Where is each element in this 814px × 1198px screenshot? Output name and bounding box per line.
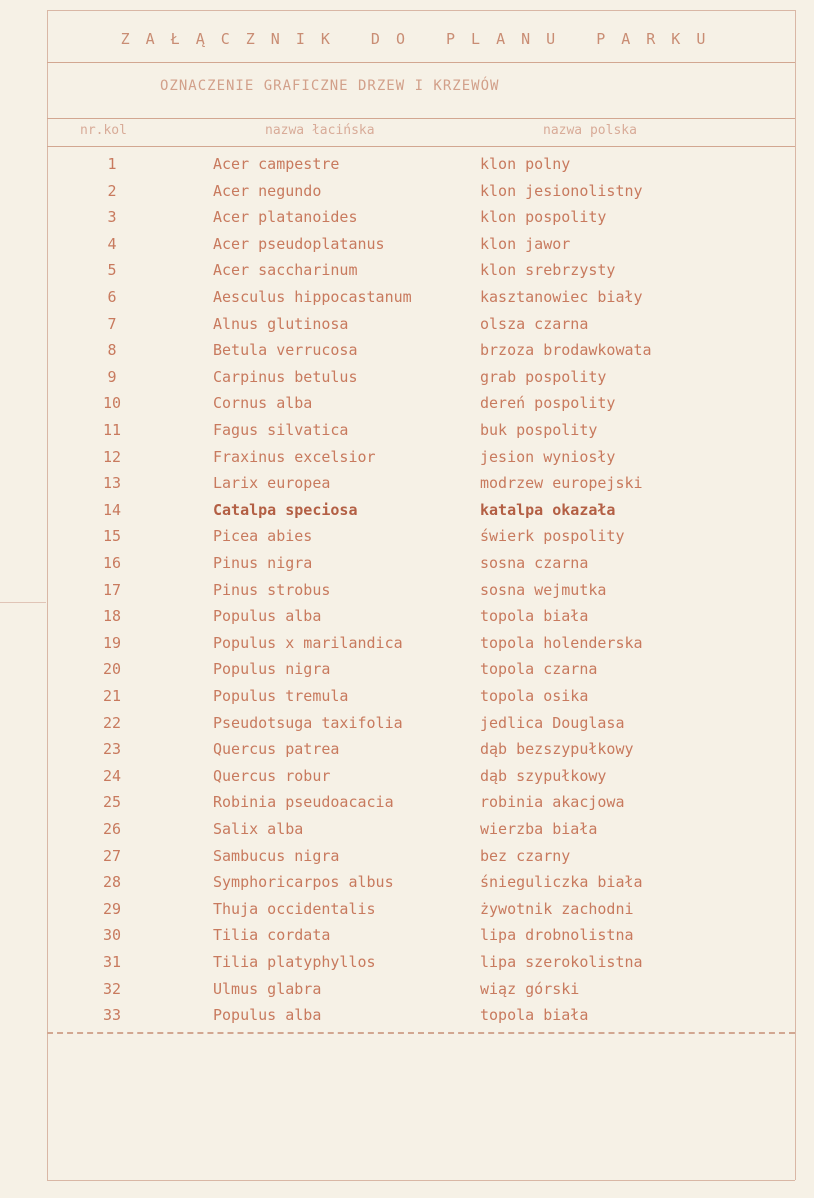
table-row (48, 634, 794, 660)
row-number: 30 (102, 926, 122, 945)
latin-name: Acer campestre (213, 155, 340, 173)
table-row (48, 554, 794, 580)
table-row (48, 1006, 794, 1032)
polish-name: klon pospolity (480, 208, 607, 227)
table-end-dashed-line (47, 1032, 795, 1034)
latin-name: Alnus glutinosa (213, 314, 349, 333)
row-number: 4 (107, 234, 117, 253)
latin-name: Symphoricarpos albus (213, 873, 394, 892)
table-row (48, 607, 794, 633)
latin-name: Pinus nigra (213, 554, 313, 572)
document-subtitle: OZNACZENIE GRAFICZNE DRZEW I KRZEWÓW (160, 78, 500, 94)
polish-name: modrzew europejski (480, 474, 643, 493)
row-number: 33 (102, 1006, 122, 1025)
latin-name: Acer platanoides (213, 208, 358, 227)
polish-name: klon jesionolistny (480, 181, 643, 200)
table-row (48, 687, 794, 713)
row-number: 21 (102, 687, 122, 705)
table-row (48, 847, 794, 873)
polish-name: robinia akacjowa (480, 793, 625, 812)
row-number: 2 (107, 181, 117, 200)
latin-name: Aesculus hippocastanum (213, 288, 412, 306)
row-number: 13 (102, 474, 122, 493)
polish-name: jesion wyniosły (480, 447, 616, 466)
polish-name: żywotnik zachodni (480, 899, 634, 918)
table-row (48, 155, 794, 181)
column-header-polish: nazwa polska (543, 123, 637, 138)
table-row (48, 900, 794, 926)
table-row (48, 980, 794, 1006)
latin-name: Catalpa speciosa (213, 500, 358, 519)
table-row (48, 448, 794, 474)
title-divider (47, 62, 795, 63)
row-number: 23 (102, 740, 122, 759)
latin-name: Populus x marilandica (213, 633, 403, 652)
column-header-number: nr.kol (80, 123, 127, 138)
row-number: 1 (107, 155, 117, 173)
latin-name: Quercus robur (213, 766, 331, 785)
latin-name: Sambucus nigra (213, 846, 340, 865)
polish-name: wiąz górski (480, 979, 580, 998)
table-row (48, 501, 794, 527)
row-number: 15 (102, 527, 122, 546)
header-divider (47, 146, 795, 147)
row-number: 5 (107, 261, 117, 280)
latin-name: Salix alba (213, 820, 304, 838)
table-row (48, 820, 794, 846)
row-number: 14 (102, 500, 122, 519)
polish-name: dereń pospolity (480, 394, 616, 413)
latin-name: Fagus silvatica (213, 421, 349, 439)
frame-right-line (795, 10, 796, 1180)
column-header-latin: nazwa łacińska (265, 123, 375, 138)
table-row (48, 660, 794, 686)
table-row (48, 527, 794, 553)
polish-name: brzoza brodawkowata (480, 341, 652, 360)
table-row (48, 341, 794, 367)
latin-name: Populus alba (213, 1006, 322, 1025)
row-number: 24 (102, 766, 122, 785)
polish-name: klon polny (480, 155, 571, 173)
polish-name: lipa drobnolistna (480, 926, 634, 945)
row-number: 12 (102, 447, 122, 466)
latin-name: Pseudotsuga taxifolia (213, 713, 403, 732)
table-row (48, 926, 794, 952)
table-row (48, 208, 794, 234)
table-row (48, 315, 794, 341)
row-number: 20 (102, 660, 122, 679)
table-row (48, 261, 794, 287)
row-number: 18 (102, 607, 122, 626)
polish-name: świerk pospolity (480, 527, 625, 546)
latin-name: Thuja occidentalis (213, 899, 376, 918)
polish-name: sosna wejmutka (480, 580, 607, 599)
polish-name: bez czarny (480, 846, 571, 865)
polish-name: topola osika (480, 687, 589, 705)
table-row (48, 873, 794, 899)
row-number: 9 (107, 367, 117, 386)
row-number: 22 (102, 713, 122, 732)
latin-name: Ulmus glabra (213, 979, 322, 998)
row-number: 26 (102, 820, 122, 838)
latin-name: Acer saccharinum (213, 261, 358, 280)
table-row (48, 368, 794, 394)
polish-name: śnieguliczka biała (480, 873, 643, 892)
row-number: 11 (102, 421, 122, 439)
row-number: 6 (107, 288, 117, 306)
table-row (48, 182, 794, 208)
latin-name: Cornus alba (213, 394, 313, 413)
frame-top-line (47, 10, 795, 11)
row-number: 17 (102, 580, 122, 599)
latin-name: Betula verrucosa (213, 341, 358, 360)
latin-name: Fraxinus excelsior (213, 447, 376, 466)
latin-name: Picea abies (213, 527, 313, 546)
latin-name: Tilia platyphyllos (213, 953, 376, 971)
latin-name: Populus nigra (213, 660, 331, 679)
latin-name: Robinia pseudoacacia (213, 793, 394, 812)
latin-name: Carpinus betulus (213, 367, 358, 386)
polish-name: sosna czarna (480, 554, 589, 572)
table-row (48, 714, 794, 740)
table-row (48, 474, 794, 500)
latin-name: Larix europea (213, 474, 331, 493)
polish-name: topola czarna (480, 660, 598, 679)
row-number: 16 (102, 554, 122, 572)
latin-name: Quercus patrea (213, 740, 340, 759)
latin-name: Tilia cordata (213, 926, 331, 945)
polish-name: dąb bezszypułkowy (480, 740, 634, 759)
table-row (48, 793, 794, 819)
polish-name: jedlica Douglasa (480, 713, 625, 732)
polish-name: kasztanowiec biały (480, 288, 643, 306)
polish-name: topola biała (480, 607, 589, 626)
row-number: 25 (102, 793, 122, 812)
polish-name: klon srebrzysty (480, 261, 616, 280)
polish-name: wierzba biała (480, 820, 598, 838)
polish-name: katalpa okazała (480, 500, 616, 519)
row-number: 7 (107, 314, 117, 333)
latin-name: Pinus strobus (213, 580, 331, 599)
polish-name: olsza czarna (480, 314, 589, 333)
table-row (48, 394, 794, 420)
row-number: 8 (107, 341, 117, 360)
table-row (48, 288, 794, 314)
polish-name: dąb szypułkowy (480, 766, 607, 785)
row-number: 32 (102, 979, 122, 998)
margin-fold-mark (0, 602, 46, 603)
frame-bottom-line (47, 1180, 795, 1181)
polish-name: topola holenderska (480, 633, 643, 652)
table-row (48, 421, 794, 447)
table-row (48, 767, 794, 793)
latin-name: Acer negundo (213, 181, 322, 200)
polish-name: topola biała (480, 1006, 589, 1025)
table-row (48, 581, 794, 607)
polish-name: klon jawor (480, 234, 571, 253)
document-title: ZAŁĄCZNIK DO PLANU PARKU (120, 30, 722, 48)
latin-name: Populus tremula (213, 687, 349, 705)
row-number: 19 (102, 633, 122, 652)
latin-name: Acer pseudoplatanus (213, 234, 385, 253)
table-row (48, 953, 794, 979)
table-row (48, 235, 794, 261)
table-row (48, 740, 794, 766)
row-number: 3 (107, 208, 117, 227)
row-number: 28 (102, 873, 122, 892)
row-number: 31 (102, 953, 122, 971)
polish-name: lipa szerokolistna (480, 953, 643, 971)
subtitle-divider (47, 118, 795, 119)
row-number: 29 (102, 899, 122, 918)
row-number: 10 (102, 394, 122, 413)
row-number: 27 (102, 846, 122, 865)
latin-name: Populus alba (213, 607, 322, 626)
polish-name: grab pospolity (480, 367, 607, 386)
polish-name: buk pospolity (480, 421, 598, 439)
